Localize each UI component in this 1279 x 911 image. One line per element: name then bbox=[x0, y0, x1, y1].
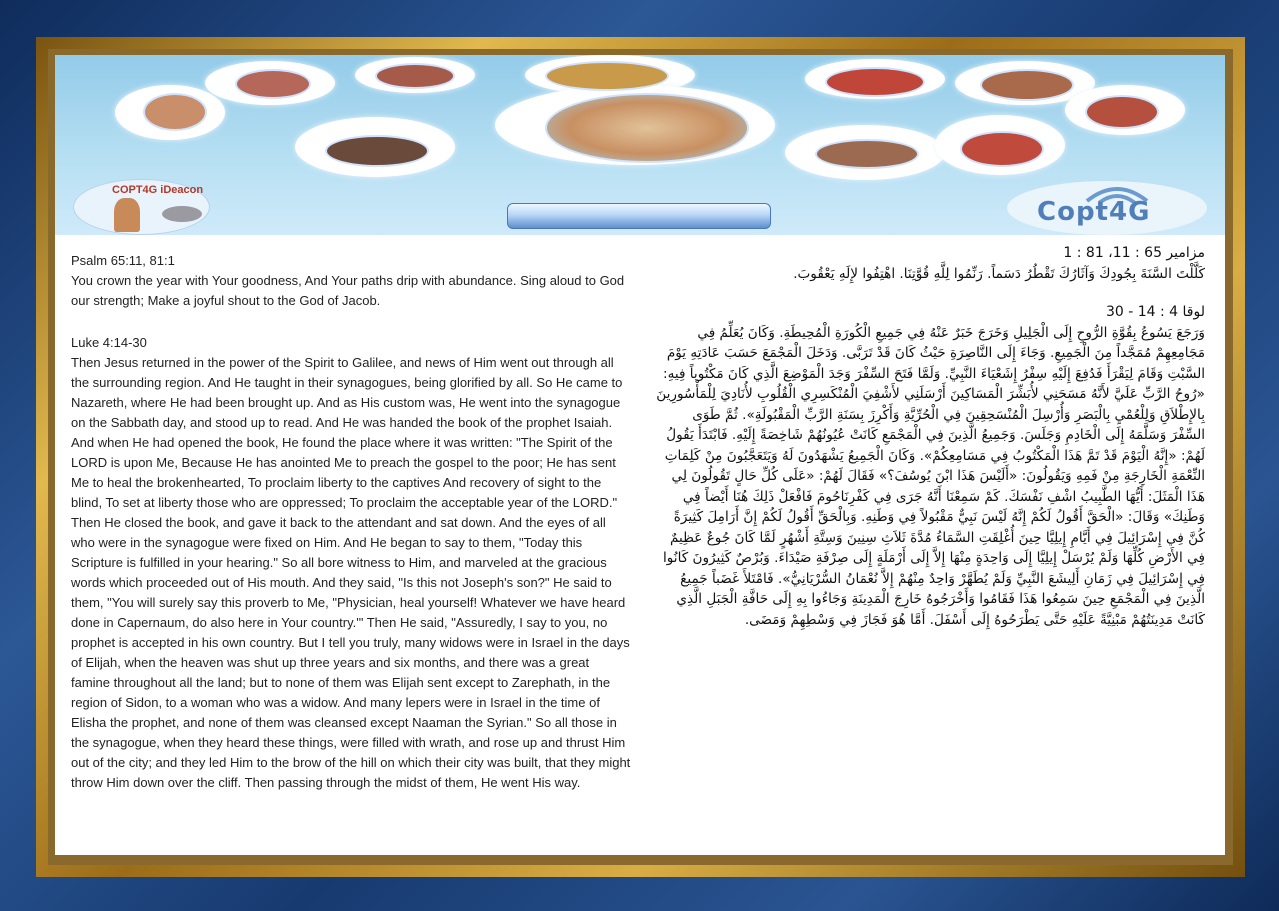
gospel-text-arabic: وَرَجَعَ يَسُوعُ بِقُوَّةِ الرُّوحِ إِلَى الْجَلِيلِ وَخَرَجَ خَبَرٌ عَنْهُ فِي جَمِيعِ الْكُورَةِ الْمُحِيطَةِ. وَكَانَ يُعَلِّمُ فِي مَجَامِعِهِمْ مُمَجَّداً مِنَ الْجَمِيعِ. وَجَاءَ إِلَى النَّاصِرَةِ حَيْثُ كَانَ قَدْ تَرَبَّى. وَدَخَلَ الْمَجْمَعَ حَسَبَ عَادَتِهِ يَوْمَ السَّبْتِ وَقَامَ لِيَقْرَأَ فَدُفِعَ إِلَيْهِ سِفْرُ إِشَعْيَاءَ النَّبِيِّ. وَلَمَّا فَتَحَ السِّفْرَ وَجَدَ الْمَوْضِعَ الَّذِي كَانَ مَكْتُوباً فِيهِ: «رُوحُ الرَّبِّ عَلَيَّ لأَنَّهُ مَسَحَنِي لأُبَشِّرَ الْمَسَاكِينَ أَرْسَلَنِي لأَشْفِيَ الْمُنْكَسِرِي الْقُلُوبِ لأُنَادِيَ لِلْمَأْسُورِينَ بِالإِطْلاَقِ وَلِلْعُمْيِ بِالْبَصَرِ وَأُرْسِلَ الْمُنْسَحِقِينَ فِي الْحُرِّيَّةِ وَأَكْرِزَ بِسَنَةِ الرَّبِّ الْمَقْبُولَةِ». ثُمَّ طَوَى السِّفْرَ وَسَلَّمَهُ إِلَى الْخَادِمِ وَجَلَسَ. وَجَمِيعُ الَّذِينَ فِي الْمَجْمَعِ كَانَتْ عُيُونُهُمْ شَاخِصَةً إِلَيْهِ. فَابْتَدَأَ يَقُولُ لَهُمْ: «إِنَّهُ الْيَوْمَ قَدْ تَمَّ هَذَا الْمَكْتُوبُ فِي مَسَامِعِكُمْ». وَكَانَ الْجَمِيعُ يَشْهَدُونَ لَهُ وَيَتَعَجَّبُونَ مِنْ كَلِمَاتِ النِّعْمَةِ الْخَارِجَةِ مِنْ فَمِهِ وَيَقُولُونَ: «أَلَيْسَ هَذَا ابْنَ يُوسُفَ؟» فَقَالَ لَهُمْ: «عَلَى كُلِّ حَالٍ تَقُولُونَ لِي هَذَا الْمَثَلَ: أَيُّهَا الطَّبِيبُ اشْفِ نَفْسَكَ. كَمْ سَمِعْنَا أَنَّهُ جَرَى فِي كَفْرِنَاحُومَ فَافْعَلْ ذَلِكَ هُنَا أَيْضاً فِي وَطَنِكَ» وَقَالَ: «الْحَقَّ أَقُولُ لَكُمْ إِنَّهُ لَيْسَ نَبِيٌّ مَقْبُولاً فِي وَطَنِهِ. وَبِالْحَقِّ أَقُولُ لَكُمْ إِنَّ أَرَامِلَ كَثِيرَةً كُنَّ فِي إِسْرَائِيلَ فِي أَيَّامِ إِيلِيَّا حِينَ أُغْلِقَتِ السَّمَاءُ مُدَّةَ ثَلاَثِ سِنِينَ وَسِتَّةِ أَشْهُرٍ لَمَّا كَانَ جُوعٌ عَظِيمٌ فِي الأَرْضِ كُلِّهَا وَلَمْ يُرْسَلْ إِيلِيَّا إِلَى وَاحِدَةٍ مِنْهَا إِلاَّ إِلَى أَرْمَلَةٍ إِلَى صِرْفَةِ صَيْدَاءَ. وَبُرْصٌ كَثِيرُونَ كَانُوا فِي إِسْرَائِيلَ فِي زَمَانِ أَلِيشَعَ النَّبِيِّ وَلَمْ يُطَهَّرْ وَاحِدٌ مِنْهُمْ إِلاَّ نُعْمَانُ السُّرْيَانِيُّ». فَامْتَلأَ غَضَباً جَمِيعُ الَّذِينَ فِي الْمَجْمَعِ حِينَ سَمِعُوا هَذَا فَقَامُوا وَأَخْرَجُوهُ خَارِجَ الْمَدِينَةِ وَجَاءُوا بِهِ إِلَى حَافَّةِ الْجَبَلِ الَّذِي كَانَتْ مَدِينَتُهُمْ مَبْنِيَّةً عَلَيْهِ حَتَّى يَطْرَحُوهُ إِلَى أَسْفَلَ. أَمَّا هُوَ فَجَازَ فِي وَسْطِهِمْ وَمَضَى. bbox=[656, 324, 1205, 628]
reading-page bbox=[55, 55, 1225, 855]
header-search-bar[interactable] bbox=[507, 203, 771, 229]
logo-right-text: Copt4G bbox=[1037, 197, 1151, 227]
logo-left-text: COPT4G iDeacon bbox=[112, 184, 204, 196]
saint-icon bbox=[980, 69, 1074, 101]
gospel-text: Then Jesus returned in the power of the Spirit to Galilee, and news of Him went out through all the surrounding region. And He taught in their synagogues, being glorified by all. So He came to Nazareth, where He had been brought up. And as His custom was, He went into the synagogue on the Sabbath day, and stood up to read. And He was handed the book of the prophet Isaiah. And when He had opened the book, He found the place where it was written: "The Spirit of the LORD is upon Me, Because He has anointed Me to preach the gospel to the poor; He has sent Me to heal the brokenhearted, To proclaim liberty to the captives And recovery of sight to the blind, To set at liberty those who are oppressed; To proclaim the acceptable year of the LORD." Then He closed the book, and gave it back to the attendant and sat down. And the eyes of all who were in the synagogue were fixed on Him. And He began to say to them, "Today this Scripture is fulfilled in your hearing." So all bore witness to Him, and marveled at the gracious words which proceeded out of His mouth. And they said, "Is this not Joseph's son?" He said to them, "You will surely say this proverb to Me, "Physician, heal yourself! Whatever we have heard done in Capernaum, do also here in Your country.'" Then He said, "Assuredly, I say to you, no prophet is accepted in his own country. But I tell you truly, many widows were in Israel in the days of Elijah, when the heaven was shut up three years and six months, and there was a great famine throughout all the land; but to none of them was Elijah sent except to Zarephath, in the region of Sidon, to a woman who was a widow. And many lepers were in Israel in the time of Elisha the prophet, and none of them was cleansed except Naaman the Syrian." So all those in the synagogue, when they heard these things, were filled with wrath, and rose up and thrust Him out of the city; and they led Him to the brow of the hill on which their city was built, that they might throw Him down over the cliff. Then passing through the midst of them, He went His way. bbox=[71, 355, 631, 790]
saint-icon bbox=[815, 139, 919, 169]
saint-icon bbox=[143, 93, 207, 131]
copt4g-logo bbox=[1007, 181, 1207, 235]
saint-icon bbox=[960, 131, 1044, 167]
psalm-reference: Psalm 65:11, 81:1 bbox=[71, 253, 175, 268]
arabic-column bbox=[655, 243, 1205, 630]
psalm-text: You crown the year with Your goodness, And Your paths drip with abundance. Sing aloud to God our strength; Make a joyful shout to the God of Jacob. bbox=[71, 273, 625, 308]
psalm-reference-arabic: مزامير 65 : 11، 81 : 1 bbox=[1063, 245, 1205, 261]
saint-icon bbox=[375, 63, 455, 89]
gospel-reference: Luke 4:14-30 bbox=[71, 335, 147, 350]
saint-icon bbox=[545, 61, 669, 91]
deacon-figure-icon bbox=[114, 198, 140, 232]
psalm-text-arabic: كَلَّلْتَ السَّنَةَ بِجُودِكَ وَآثَارُكَ تَقْطُرُ دَسَماً. رَنِّمُوا لِلَّهِ قُوَّتِنَا. اهْتِفُوا لإِلَهِ يَعْقُوبَ. bbox=[793, 265, 1205, 282]
saint-icon bbox=[235, 69, 311, 99]
censer-icon bbox=[162, 206, 202, 222]
saint-icon bbox=[325, 135, 429, 167]
english-column bbox=[71, 251, 631, 793]
header-banner bbox=[55, 55, 1225, 235]
christ-portrait-icon bbox=[545, 93, 749, 163]
saint-icon bbox=[1085, 95, 1159, 129]
gospel-reference-arabic: لوقا 4 : 14 - 30 bbox=[1105, 304, 1205, 320]
copt4g-ideacon-logo bbox=[73, 179, 210, 235]
saint-icon bbox=[825, 67, 925, 97]
